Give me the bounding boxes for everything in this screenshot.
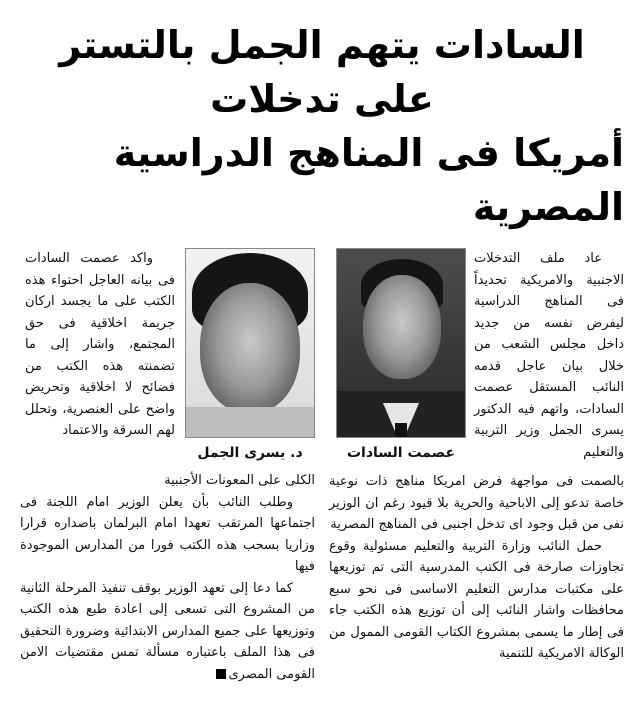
paragraph: عاد ملف التدخلات الاجنبية والامريكية تحديداً فى المناهج الدراسية ليفرض نفسه من جديد داخل مجلس الشعب من خلال بيان عاجل قدمه النائب المستقل عصمت السادات، واتهم فيه الدكتور يسرى الجمل وزير التربية والتعليم [474, 251, 624, 460]
paragraph-text: كما دعا إلى تعهد الوزير بوقف تنفيذ المرحلة الثانية من المشروع التى تسعى إلى اعادة طبع هذه الكتب وتوزيعها على جميع المدارس الابتدائية وضرورة التحقيق فى هذا الملف باعتباره مسألة تمس مقتضيات الامن القومى المصرى [20, 580, 315, 682]
article-column-right [474, 248, 624, 463]
article-top-row-left [20, 248, 315, 462]
article-column-left [25, 248, 175, 442]
paragraph-final [20, 578, 315, 686]
paragraph: الكلى على المعونات الأجنبية [164, 473, 315, 488]
photo-caption-gamal: د. يسرى الجمل [197, 445, 303, 461]
headline-line-1: السادات يتهم الجمل بالتستر على تدخلات [59, 23, 585, 121]
photo-caption-sadat: عصمت السادات [346, 445, 456, 461]
photo-esmat-sadat [336, 248, 466, 438]
paragraph: بالصمت فى مواجهة فرض امريكا مناهج ذات نوعية خاصة تدعو إلى الاباحية والحرية بلا قيود رغم ان الوزير نفى من قبل وجود اى تدخل اجنبى فى المناهج المصرية [329, 474, 624, 532]
photo-yousry-gamal [185, 248, 315, 438]
photo-block-gamal [183, 248, 315, 462]
headline [20, 18, 624, 234]
headline-line-2: أمريكا فى المناهج الدراسية المصرية [113, 131, 624, 229]
portrait-face [363, 275, 441, 379]
article-body [20, 248, 624, 685]
article-top-row-right [329, 248, 624, 463]
article-half-left [20, 248, 315, 685]
portrait-face [200, 283, 300, 413]
photo-block-sadat [334, 248, 466, 462]
paragraph: واكد عصمت السادات فى بيانه العاجل احتواء هذه الكتب على ما يجسد اركان جريمة اخلاقية فى حق المجتمع، واشار إلى ما تضمنته هذه الكتب من فضائح لا اخلاقية وتحريض واضح على العنصرية، وتحلل لهم السرقة والاعتماد [25, 251, 175, 438]
article-half-right [329, 248, 624, 665]
article-column-bottom-right [329, 471, 624, 665]
paragraph: حمل النائب وزارة التربية والتعليم مسئولية وقوع تجاوزات صارخة فى الكتب المدرسية التى تم توزيعها على مكتبات مدارس التعليم الاساسى فى نحو سبع محافظات واشار النائب إلى أن توزيع هذه الكتب جاء فى إطار ما يسمى بمشروع الكتاب القومى الممول من الوكالة الامريكية للتنمية [329, 538, 624, 661]
end-of-article-mark [216, 669, 226, 679]
paragraph: وطلب النائب بأن يعلن الوزير امام اللجنة فى اجتماعها المرتقب تعهدا امام البرلمان باصداره قرارا وزاريا بسحب هذه الكتب فورا من المدارس الموجودة فيها [20, 494, 315, 574]
portrait-suit [186, 407, 314, 437]
article-column-bottom-left [20, 470, 315, 685]
portrait-tie [395, 423, 407, 437]
